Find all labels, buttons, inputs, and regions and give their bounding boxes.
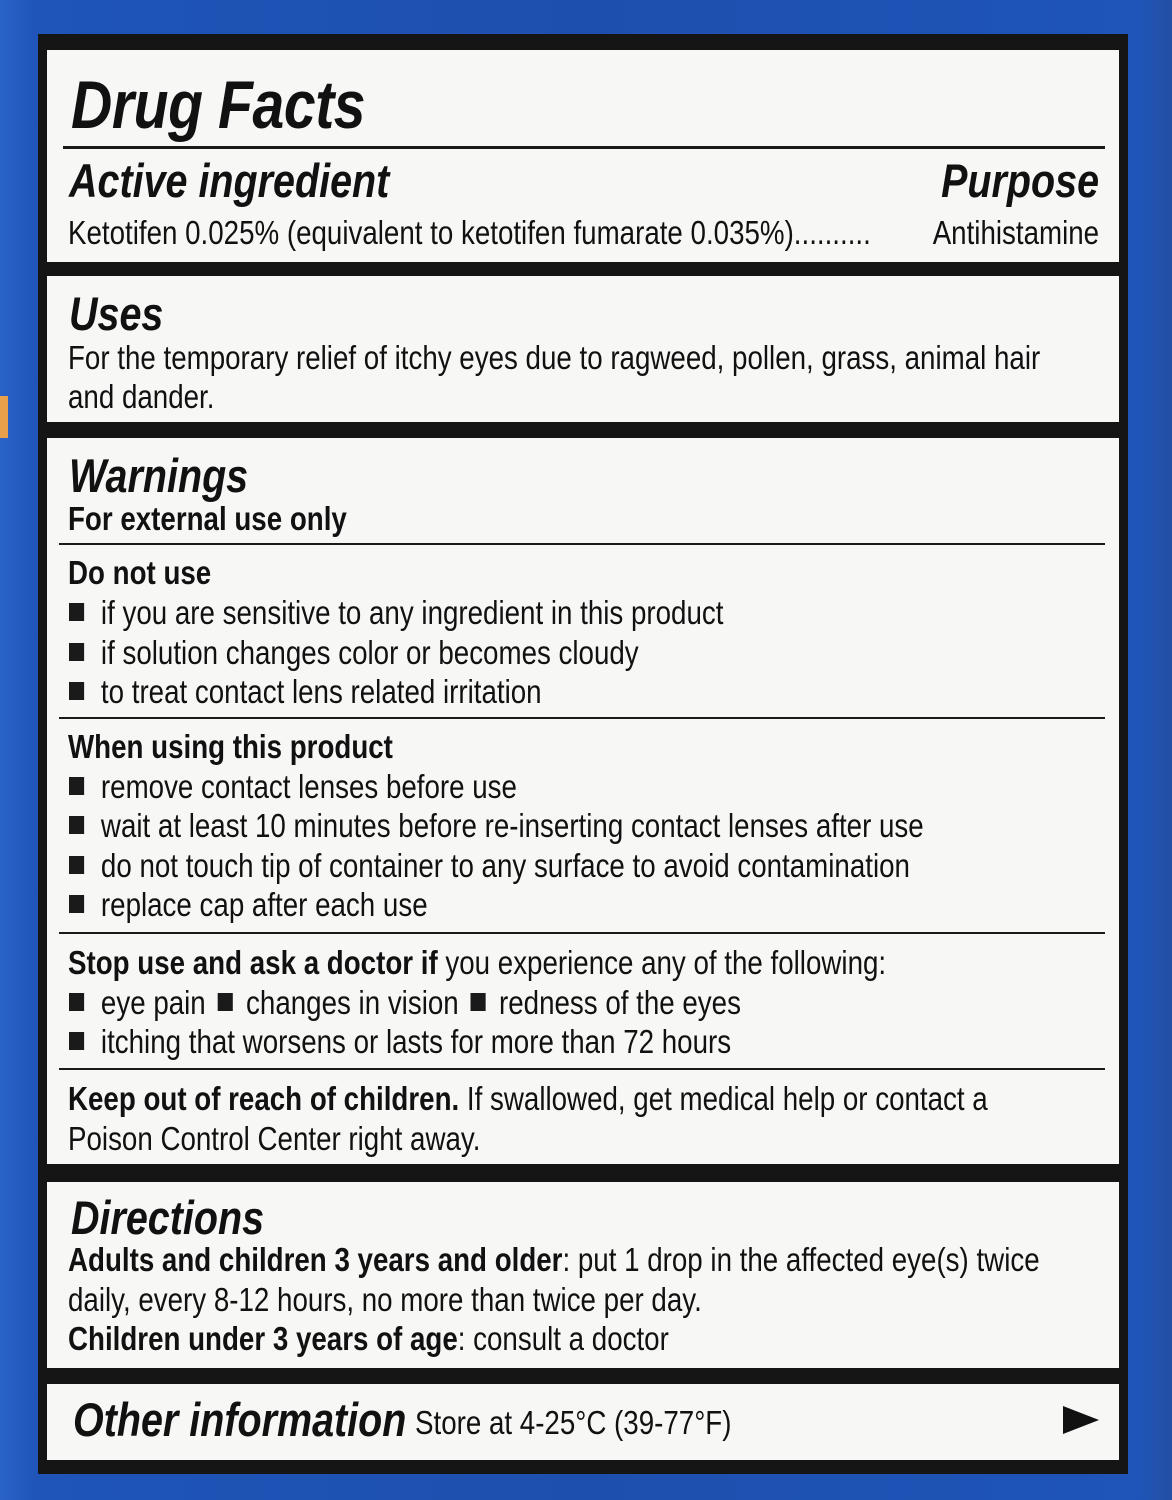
ingredient-text: Ketotifen 0.025% (equivalent to ketotifen fumarate 0.035%) xyxy=(68,214,794,251)
panel-active-ingredient xyxy=(47,50,1119,262)
panel-warnings xyxy=(47,438,1119,1164)
panel-directions xyxy=(47,1182,1119,1368)
bullet-square-icon xyxy=(69,643,84,661)
directions-adults-line-1: Adults and children 3 years and older: put 1 drop in the affected eye(s) twice xyxy=(68,1241,1040,1278)
bullet-square-icon xyxy=(470,993,485,1011)
active-ingredient-heading: Active ingredient xyxy=(69,154,390,207)
stop-use-lead: Stop use and ask a doctor if you experience any of the following: xyxy=(68,944,887,981)
when-using-heading: When using this product xyxy=(68,728,393,765)
warnings-divider-2 xyxy=(59,717,1105,719)
directions-adults-line-2: daily, every 8-12 hours, no more than twice per day. xyxy=(68,1281,702,1318)
uses-line-1: For the temporary relief of itchy eyes due to ragweed, pollen, grass, animal hair xyxy=(68,339,1041,376)
bullet-square-icon xyxy=(69,993,84,1011)
stop-use-item: itching that worsens or lasts for more than 72 hours xyxy=(69,1022,857,1062)
box-edge-tab xyxy=(0,396,8,438)
purpose-heading: Purpose xyxy=(941,154,1099,207)
bullet-square-icon xyxy=(69,856,84,874)
storage-text: Store at 4-25°C (39-77°F) xyxy=(415,1404,732,1441)
do-not-use-heading: Do not use xyxy=(68,554,212,591)
leader-dots: .......... xyxy=(793,214,871,251)
directions-children-line: Children under 3 years of age: consult a doctor xyxy=(68,1320,669,1357)
bullet-square-icon xyxy=(69,682,84,700)
bullet-square-icon xyxy=(217,993,232,1011)
warnings-divider-3 xyxy=(59,932,1105,934)
keep-out-line-2: Poison Control Center right away. xyxy=(68,1120,481,1157)
purpose-text: Antihistamine xyxy=(932,214,1099,251)
drug-facts-title: Drug Facts xyxy=(71,67,366,143)
bullet-square-icon xyxy=(69,816,84,834)
warnings-divider-4 xyxy=(59,1068,1105,1070)
panel-other-information xyxy=(47,1384,1119,1460)
do-not-use-item: if you are sensitive to any ingredient in this product xyxy=(69,593,848,633)
drug-facts-label xyxy=(38,34,1128,1474)
continue-arrow-icon xyxy=(1063,1406,1099,1434)
other-information-heading: Other information xyxy=(73,1393,407,1446)
bullet-square-icon xyxy=(69,1032,84,1050)
bullet-square-icon xyxy=(69,777,84,795)
panel-uses xyxy=(47,276,1119,422)
warnings-divider-1 xyxy=(59,543,1105,545)
active-ingredient-line xyxy=(68,213,1024,253)
do-not-use-item: if solution changes color or becomes cloudy xyxy=(69,633,747,673)
stop-use-inline-items: eye pain changes in vision redness of the eyes xyxy=(69,983,869,1023)
when-using-item: wait at least 10 minutes before re-inserting contact lenses after use xyxy=(69,806,1087,846)
warnings-heading: Warnings xyxy=(69,449,249,502)
do-not-use-item: to treat contact lens related irritation xyxy=(69,672,632,712)
keep-out-line-1: Keep out of reach of children. If swallowed, get medical help or contact a xyxy=(68,1080,988,1117)
title-divider xyxy=(63,146,1105,149)
external-use-subheading: For external use only xyxy=(68,500,347,537)
bullet-square-icon xyxy=(69,603,84,621)
when-using-item: replace cap after each use xyxy=(69,885,496,925)
directions-heading: Directions xyxy=(71,1191,265,1244)
when-using-item: do not touch tip of container to any surface to avoid contamination xyxy=(69,846,1070,886)
uses-heading: Uses xyxy=(69,287,164,340)
uses-line-2: and dander. xyxy=(68,378,215,415)
bullet-square-icon xyxy=(69,895,84,913)
when-using-item: remove contact lenses before use xyxy=(69,767,602,807)
